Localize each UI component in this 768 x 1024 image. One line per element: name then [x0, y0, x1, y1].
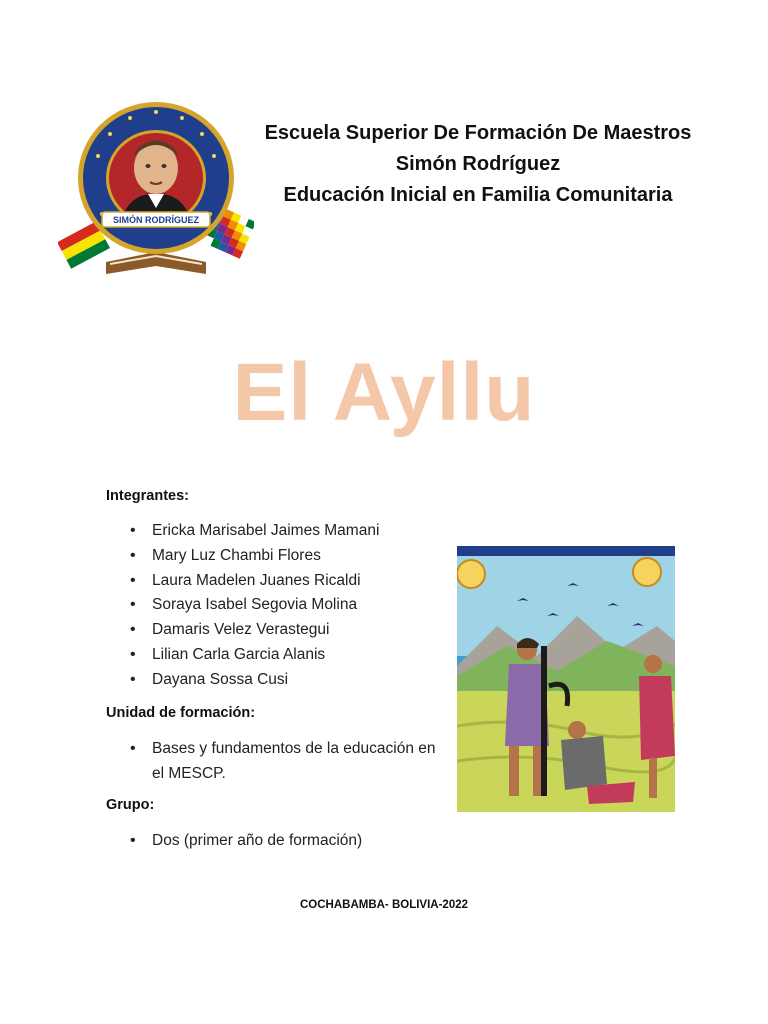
- member-item: • Damaris Velez Verastegui: [106, 618, 436, 643]
- group-item: • Dos (primer año de formación): [106, 829, 456, 854]
- group-list: [106, 829, 456, 854]
- group-label: Grupo:: [106, 797, 155, 813]
- members-list: [106, 519, 436, 693]
- unit-list: [106, 737, 451, 787]
- members-label: Integrantes:: [106, 488, 189, 504]
- program-name: Educación Inicial en Familia Comunitaria: [283, 184, 673, 206]
- institution-header: [258, 118, 698, 211]
- member-item: • Lilian Carla Garcia Alanis: [106, 643, 436, 668]
- member-item: • Soraya Isabel Segovia Molina: [106, 593, 436, 618]
- svg-text:SIMÓN RODRÍGUEZ: SIMÓN RODRÍGUEZ: [112, 215, 200, 225]
- unit-item: • Bases y fundamentos de la educación en el MESCP.: [106, 737, 451, 787]
- institution-subname: Simón Rodríguez: [395, 153, 561, 175]
- member-item: • Mary Luz Chambi Flores: [106, 544, 436, 569]
- member-item: • Laura Madelen Juanes Ricaldi: [106, 569, 436, 594]
- document-title: El Ayllu: [232, 347, 536, 438]
- member-item: • Ericka Marisabel Jaimes Mamani: [106, 519, 436, 544]
- ayllu-illustration: [457, 546, 675, 812]
- unit-label: Unidad de formación:: [106, 705, 256, 721]
- footer-location-year: COCHABAMBA- BOLIVIA-2022: [299, 899, 469, 911]
- institution-name: Escuela Superior De Formación De Maestros: [264, 122, 692, 144]
- school-logo: [58, 96, 254, 284]
- member-item: • Dayana Sossa Cusi: [106, 668, 436, 693]
